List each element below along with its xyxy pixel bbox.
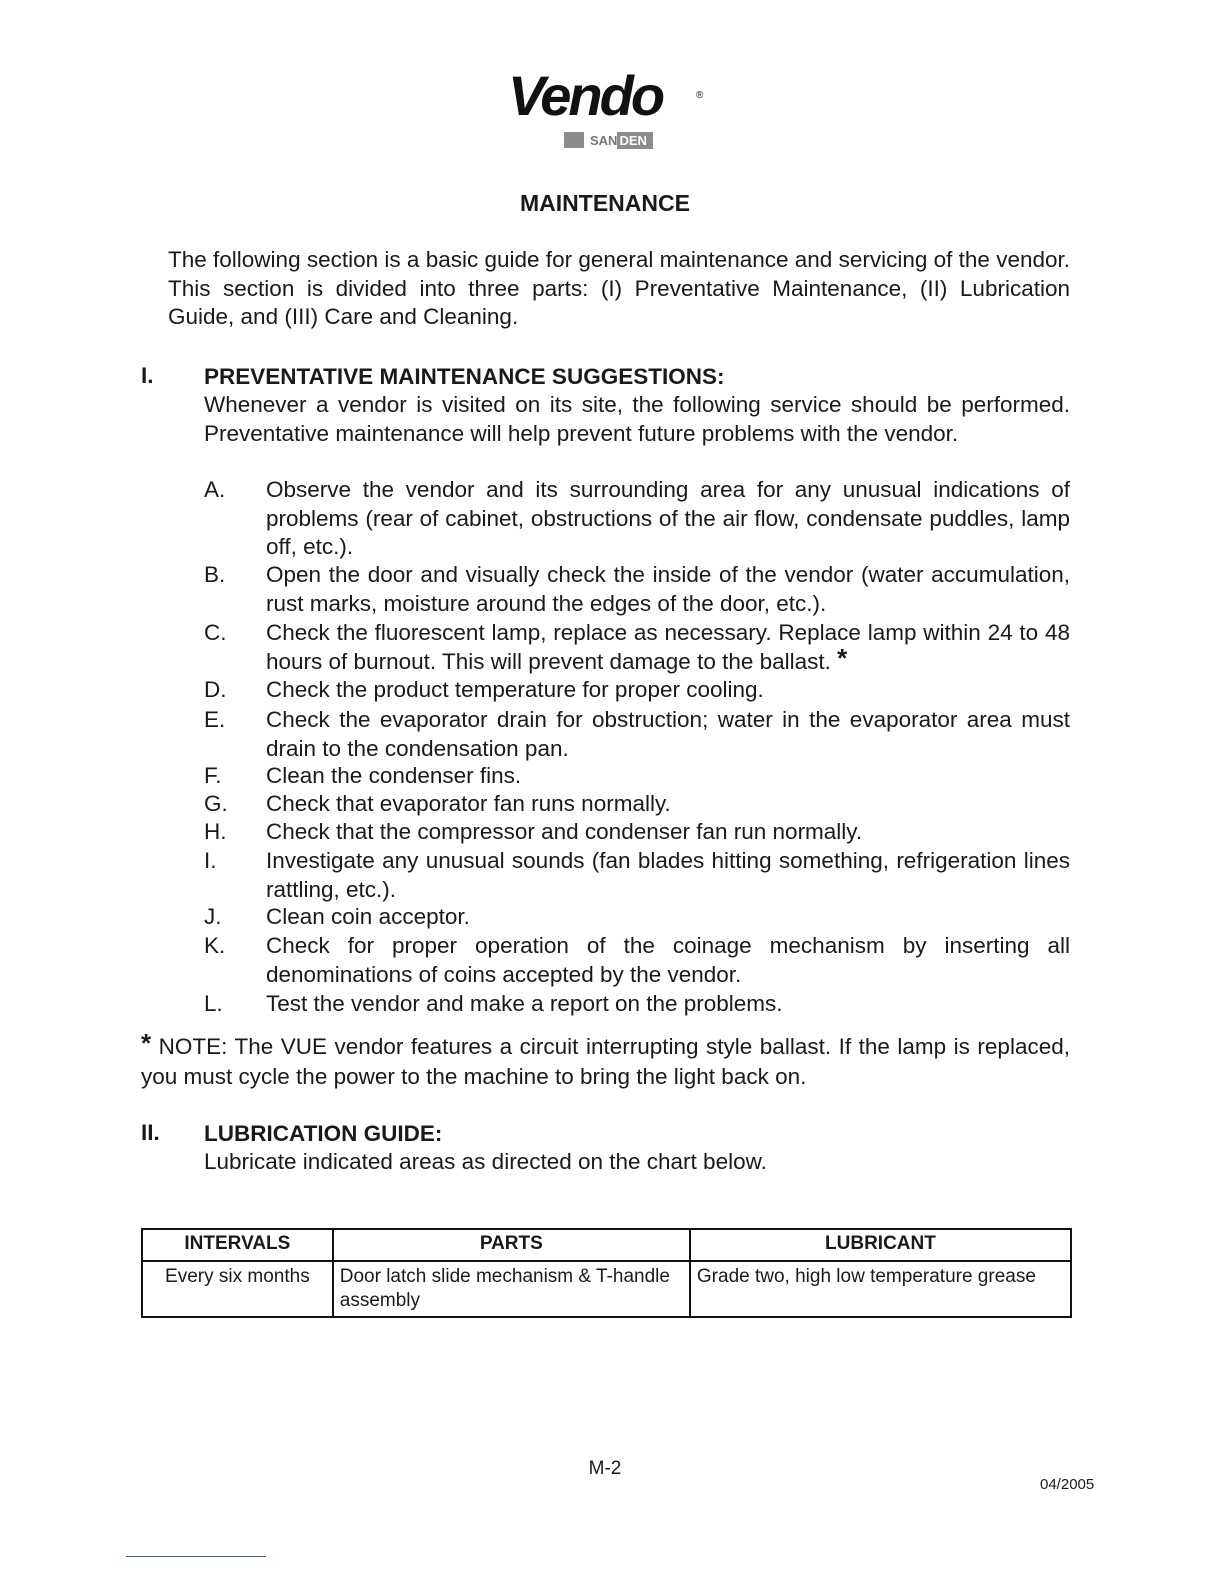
list-item: Observe the vendor and its surrounding area for any unusual indications of problems (rear of cabinet, obstructions of the air flow, condensate puddles, lamp off, etc.). (266, 477, 1070, 559)
item-letter: H. (204, 819, 227, 844)
cell-parts: Door latch slide mechanism & T-handle assembly (333, 1261, 690, 1317)
cell-interval: Every six months (142, 1261, 333, 1317)
logo-sub-a: SAN (590, 132, 618, 148)
item-letter: L. (204, 991, 223, 1016)
item-letter: K. (204, 933, 226, 958)
item-letter: A. (204, 477, 226, 502)
item-letter: F. (204, 763, 222, 788)
logo-registered-mark: ® (696, 90, 704, 101)
lubrication-table (141, 1228, 1072, 1318)
list-item: Investigate any unusual sounds (fan blades hitting something, refrigeration lines rattling, etc.). (266, 848, 1070, 902)
logo-wordmark: Vendo (508, 64, 663, 127)
asterisk-marker: * (837, 642, 848, 673)
header-intervals: INTERVALS (142, 1229, 333, 1261)
page-number: M-2 (588, 1458, 622, 1479)
header-lubricant: LUBRICANT (690, 1229, 1071, 1261)
list-item: Check the evaporator drain for obstruction; water in the evaporator area must drain to the condensation pan. (266, 707, 1070, 761)
item-letter: B. (204, 562, 226, 587)
section2-lead: Lubricate indicated areas as directed on the chart below. (204, 1149, 767, 1174)
section2-heading: LUBRICATION GUIDE: (204, 1121, 443, 1146)
note-text: NOTE: The VUE vendor features a circuit interrupting style ballast. If the lamp is replaced, you must cycle the power to the machine to bring the light back on. (141, 1034, 1070, 1089)
logo-sub-b: DEN (617, 132, 652, 149)
item-letter: D. (204, 677, 227, 702)
item-letter: C. (204, 620, 227, 645)
note-asterisk: * (141, 1028, 152, 1058)
sanden-mark-icon (564, 132, 584, 148)
list-item: Open the door and visually check the inside of the vendor (water accumulation, rust marks, moisture around the edges of the door, etc.). (266, 562, 1070, 616)
section1-lead: Whenever a vendor is visited on its site, the following service should be performed. Preventative maintenance will help prevent future problems with the vendor. (204, 392, 1070, 446)
section2-numeral: II. (141, 1120, 160, 1145)
page-title: MAINTENANCE (520, 190, 690, 216)
list-item: Clean coin acceptor. (266, 904, 470, 929)
intro-paragraph: The following section is a basic guide for general maintenance and servicing of the vendor. This section is divided into three parts: (I) Preventative Maintenance, (II) Lubrication Guide, and (III) Care and Cleaning. (168, 247, 1070, 329)
section1-heading: PREVENTATIVE MAINTENANCE SUGGESTIONS: (204, 364, 725, 389)
list-item: Clean the condenser fins. (266, 763, 522, 788)
item-letter: I. (204, 848, 217, 873)
list-item: Check for proper operation of the coinage mechanism by inserting all denominations of coins accepted by the vendor. (266, 933, 1070, 987)
note-paragraph (141, 1028, 1070, 1092)
section1-numeral: I. (141, 363, 154, 388)
item-c-text: Check the fluorescent lamp, replace as necessary. Replace lamp within 24 to 48 hours of burnout. This will prevent damage to the ballast. (266, 620, 1070, 674)
cell-lubricant: Grade two, high low temperature grease (690, 1261, 1071, 1317)
item-letter: G. (204, 791, 228, 816)
list-item: Check that evaporator fan runs normally. (266, 791, 671, 816)
header-parts: PARTS (333, 1229, 690, 1261)
list-item: Test the vendor and make a report on the problems. (266, 991, 783, 1016)
item-letter: J. (204, 904, 222, 929)
table-header-row (142, 1229, 1071, 1261)
revision-date: 04/2005 (1040, 1476, 1095, 1493)
list-item: Check that the compressor and condenser fan run normally. (266, 819, 863, 844)
table-row (142, 1261, 1071, 1317)
logo-sanden-bar (564, 130, 694, 150)
item-letter: E. (204, 707, 226, 732)
list-item: Check the product temperature for proper cooling. (266, 677, 764, 702)
footer-rule (126, 1556, 266, 1557)
vendo-logo (508, 66, 708, 156)
list-item (266, 619, 1070, 676)
